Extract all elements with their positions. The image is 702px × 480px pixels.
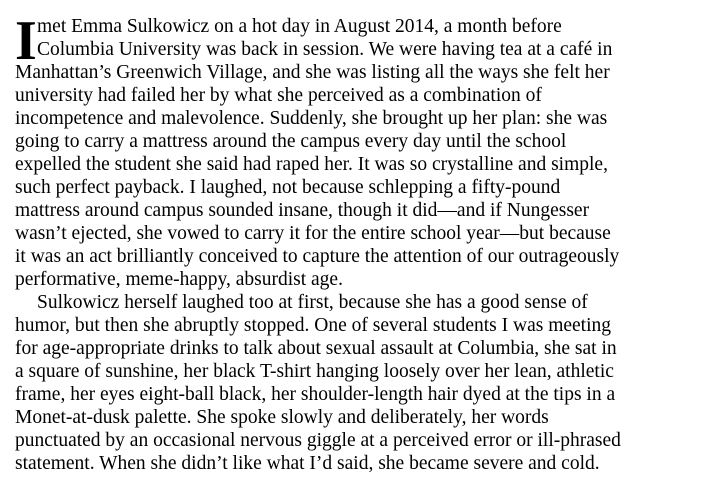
text-line: incompetence and malevolence. Suddenly, she brought up her plan: she was	[15, 108, 608, 129]
text-line: it was an act brilliantly conceived to capture the attention of our outrageously	[15, 246, 620, 267]
text-line: frame, her eyes eight-ball black, her shoulder-length hair dyed at the tips in a	[15, 384, 616, 405]
text-line: performative, meme-happy, absurdist age.	[15, 269, 343, 290]
text-line: expelled the student she said had raped her. It was so crystalline and simple,	[15, 154, 608, 175]
text-line: going to carry a mattress around the campus every day until the school	[15, 131, 567, 152]
text-line: mattress around campus sounded insane, though it did—and if Nungesser	[15, 200, 590, 221]
text-line: Sulkowicz herself laughed too at first, because she has a good sense of	[37, 292, 588, 313]
text-line: Columbia University was back in session. We were having tea at a café in	[37, 39, 613, 60]
text-line: statement. When she didn’t like what I’d said, she became severe and cold.	[15, 453, 600, 474]
text-line: a square of sunshine, her black T-shirt hanging loosely over her lean, athletic	[15, 361, 614, 382]
text-line: humor, but then she abruptly stopped. One of several students I was meeting	[15, 315, 612, 336]
text-line: such perfect payback. I laughed, not because schlepping a fifty-pound	[15, 177, 561, 198]
text-line: Monet-at-dusk palette. She spoke slowly and deliberately, her words	[15, 407, 549, 428]
paragraph-1	[15, 10, 655, 291]
text-line: met Emma Sulkowicz on a hot day in August 2014, a month before	[37, 16, 562, 37]
text-line: Manhattan’s Greenwich Village, and she was listing all the ways she felt her	[15, 62, 610, 83]
text-line: university had failed her by what she perceived as a combination of	[15, 85, 542, 106]
text-line: for age-appropriate drinks to talk about sexual assault at Columbia, she sat in	[15, 338, 617, 359]
article-body	[15, 10, 655, 475]
paragraph-2	[15, 291, 655, 475]
text-line: wasn’t ejected, she vowed to carry it for the entire school year—but because	[15, 223, 611, 244]
text-line: punctuated by an occasional nervous giggle at a perceived error or ill-phrased	[15, 430, 621, 451]
drop-cap: I	[15, 10, 37, 72]
